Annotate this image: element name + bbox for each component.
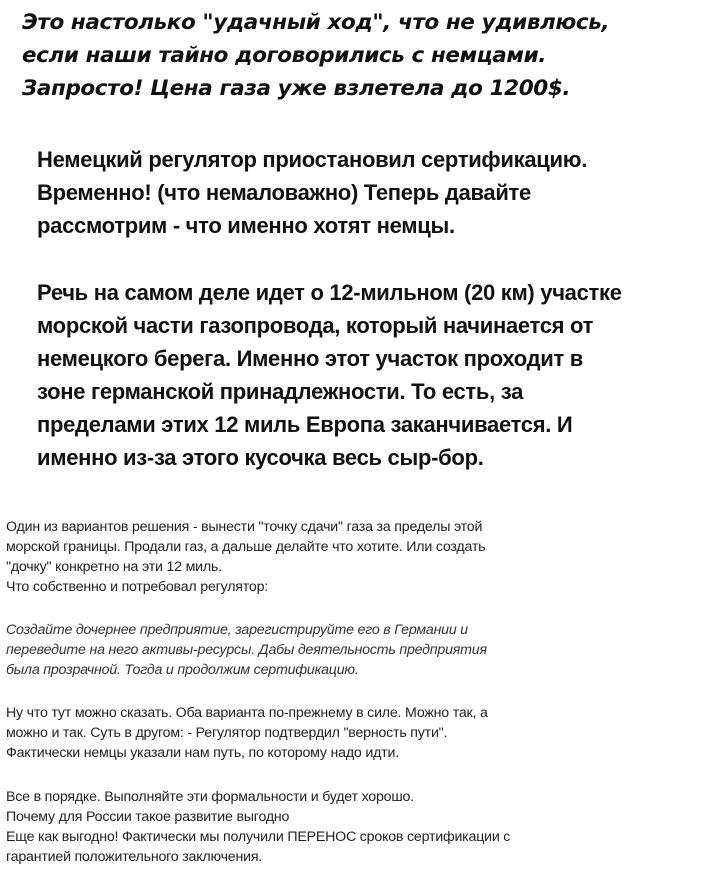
quote-line: Создайте дочернее предприятие, зарегистрируйте его в Германии и — [6, 622, 468, 638]
paragraph-pipeline-section — [37, 276, 705, 474]
small-line: Еще как выгодно! Фактически мы получили ПЕРЕНОС сроков сертификации с — [6, 829, 511, 845]
paragraph-line: зоне германской принадлежности. То есть, за — [37, 379, 523, 404]
paragraph-line: Немецкий регулятор приостановил сертификацию. — [37, 147, 588, 172]
small-paragraph-solution — [6, 517, 706, 597]
small-line: морской границы. Продали газ, а дальше делайте что хотите. Или создать — [6, 539, 486, 555]
small-line: Почему для России такое развитие выгодно — [6, 809, 290, 825]
small-line: можно и так. Суть в другом: - Регулятор подтвердил "верность пути". — [6, 725, 448, 741]
intro-paragraph — [22, 6, 702, 105]
small-line: Один из вариантов решения - вынести "точку сдачи" газа за пределы этой — [6, 519, 483, 535]
small-line: Фактически немцы указали нам путь, по которому надо идти. — [6, 745, 399, 761]
small-line: гарантией положительного заключения. — [6, 849, 263, 865]
paragraph-line: Временно! (что немаловажно) Теперь давайте — [37, 180, 531, 205]
intro-line: Это настолько "удачный ход", что не удивлюсь, — [22, 10, 610, 35]
paragraph-line: рассмотрим - что именно хотят немцы. — [37, 213, 455, 238]
small-line: "дочку" конкретно на эти 12 миль. — [6, 559, 222, 575]
paragraph-line: пределами этих 12 миль Европа заканчивается. И — [37, 412, 573, 437]
paragraph-line: морской части газопровода, который начинается от — [37, 313, 594, 338]
intro-line: Запросто! Цена газа уже взлетела до 1200$. — [22, 76, 571, 101]
regulator-quote — [6, 620, 706, 680]
paragraph-certification — [37, 143, 705, 242]
small-paragraph-comment — [6, 703, 706, 763]
quote-line: переведите на него активы-ресурсы. Дабы деятельность предприятия — [6, 642, 487, 658]
paragraph-line: именно из-за этого кусочка весь сыр-бор. — [37, 445, 484, 470]
paragraph-line: немецкого берега. Именно этот участок проходит в — [37, 346, 584, 371]
quote-line: была прозрачной. Тогда и продолжим сертификацию. — [6, 662, 359, 678]
paragraph-line: Речь на самом деле идет о 12-мильном (20 км) участке — [37, 280, 622, 305]
small-line: Все в порядке. Выполняйте эти формальности и будет хорошо. — [6, 789, 414, 805]
small-line: Ну что тут можно сказать. Оба варианта по-прежнему в силе. Можно так, а — [6, 705, 488, 721]
small-paragraph-conclusion — [6, 787, 706, 867]
small-line: Что собственно и потребовал регулятор: — [6, 579, 269, 595]
intro-line: если наши тайно договорились с немцами. — [22, 43, 547, 68]
